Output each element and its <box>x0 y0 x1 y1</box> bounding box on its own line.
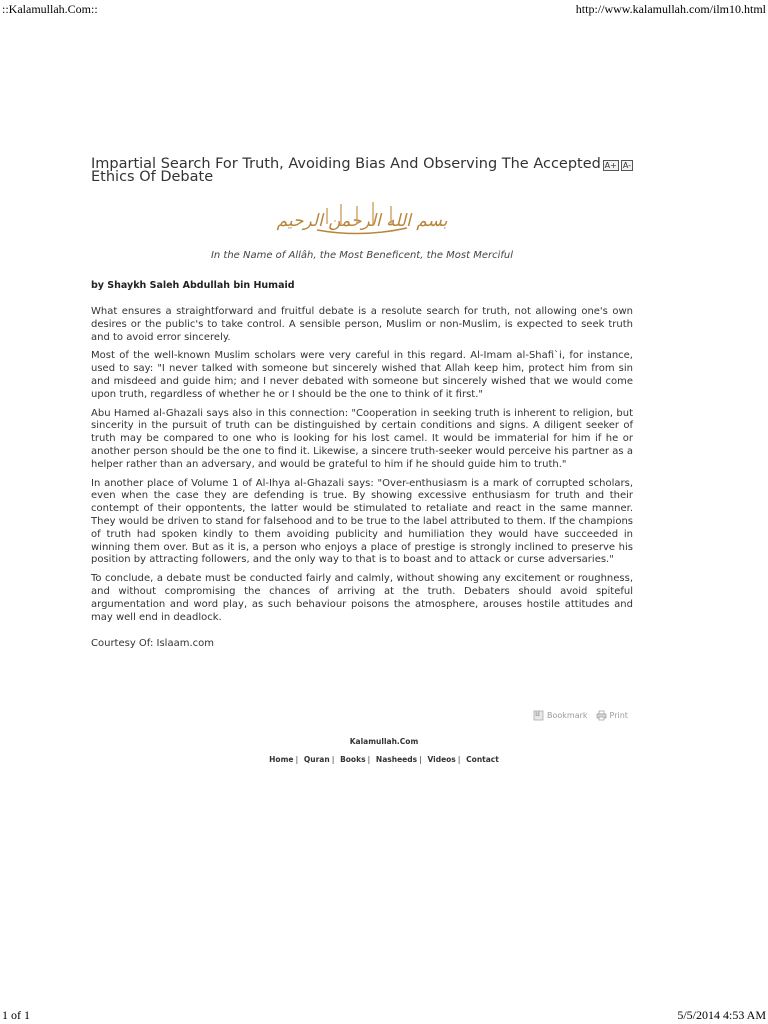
bookmark-button[interactable] <box>533 710 588 721</box>
footer-link-nasheeds[interactable]: Nasheeds <box>375 755 418 764</box>
font-increase-button[interactable]: A+ <box>604 161 617 170</box>
nav-separator: | <box>457 755 461 764</box>
font-size-controls <box>603 160 633 171</box>
footer-nav <box>0 755 768 764</box>
bookmark-label: Bookmark <box>547 711 588 720</box>
article-title: Impartial Search For Truth, Avoiding Bias And Observing The Accepted Ethics Of Debate <box>91 156 601 185</box>
basmala-calligraphy-image <box>276 194 448 242</box>
footer-link-contact[interactable]: Contact <box>466 755 499 764</box>
paragraph: In another place of Volume 1 of Al-Ihya al-Ghazali says: "Over-enthusiasm is a mark of corrupted scholars, even when the case they are defending is true. By showing excessive enthusiasm for truth and their contempt of their oppontents, the latter would be stimulated to retaliate and react in the same manner. They would be driven to stand for falsehood and to be true to the label attributed to them. If the champions of truth had spoken kindly to them avoiding publicity and humiliation they would have succeeded in winning them over. But as it is, a person who enjoys a place of prestige is strongly inclined to preserve his position by attracting followers, and the only way to that is to boast and to attack or curse adversaries." <box>91 477 633 566</box>
site-footer <box>0 737 768 764</box>
font-decrease-button[interactable]: A- <box>622 161 631 170</box>
footer-link-books[interactable]: Books <box>340 755 366 764</box>
paragraph: Most of the well-known Muslim scholars were very careful in this regard. Al-Imam al-Shafi`i, for instance, used to say: "I never talked with someone but sincerely wished that Allah keep him, protect him from sin and misdeed and guide him; and I never debated with someone but sincerely wished that we would come upon truth, regardless of whether he or I should be the one to think of it first." <box>91 350 633 400</box>
nav-separator: | <box>331 755 335 764</box>
article-tools <box>533 710 628 721</box>
footer-site-name: Kalamullah.Com <box>349 737 419 746</box>
article-author: by Shaykh Saleh Abdullah bin Humaid <box>91 280 295 291</box>
print-label: Print <box>609 711 628 720</box>
bookmark-icon <box>533 710 544 721</box>
printer-icon <box>596 710 607 721</box>
print-page-count: 1 of 1 <box>2 1008 30 1022</box>
nav-separator: | <box>295 755 299 764</box>
print-header-site-title: ::Kalamullah.Com:: <box>2 2 98 16</box>
footer-link-quran[interactable]: Quran <box>303 755 330 764</box>
article <box>91 158 633 650</box>
paragraph: Abu Hamed al-Ghazali says also in this connection: "Cooperation in seeking truth is inherent to religion, but sincerity in the pursuit of truth can be distinguished by certain conditions and signs. A diligent seeker of truth may be compared to one who is looking for his lost camel. It would be immaterial for him if he or another person should be the one to find it. Likewise, a sincere truth-seeker would perceive his partner as a helper rather than an adversary, and would be grateful to him if he should guide him to truth." <box>91 407 633 470</box>
print-header-url: http://www.kalamullah.com/ilm10.html <box>575 2 766 16</box>
paragraph: What ensures a straightforward and fruitful debate is a resolute search for truth, not allowing one's own desires or the public's to take control. A sensible person, Muslim or non-Muslim, is expected to seek truth and to avoid error sincerely. <box>91 306 633 343</box>
paragraph: To conclude, a debate must be conducted fairly and calmly, without showing any excitement or roughness, and without compromising the chances of arriving at the truth. Debaters should avoid spiteful argumentation and word play, as such behaviour poisons the atmosphere, arouses hostile attitudes and may well end in deadlock. <box>91 573 633 623</box>
footer-link-videos[interactable]: Videos <box>427 755 456 764</box>
print-timestamp: 5/5/2014 4:53 AM <box>677 1008 766 1022</box>
print-button[interactable] <box>596 710 628 721</box>
basmala-translation: In the Name of Allâh, the Most Beneficent, the Most Merciful <box>210 250 514 261</box>
footer-link-home[interactable]: Home <box>269 755 294 764</box>
nav-separator: | <box>419 755 422 764</box>
title-row <box>91 158 633 184</box>
basmala-text: بسم الله الرحمن الرحيم <box>276 211 448 231</box>
nav-separator: | <box>367 755 371 764</box>
basmala-image-wrap <box>91 194 633 242</box>
courtesy-credit: Courtesy Of: Islaam.com <box>91 638 214 650</box>
